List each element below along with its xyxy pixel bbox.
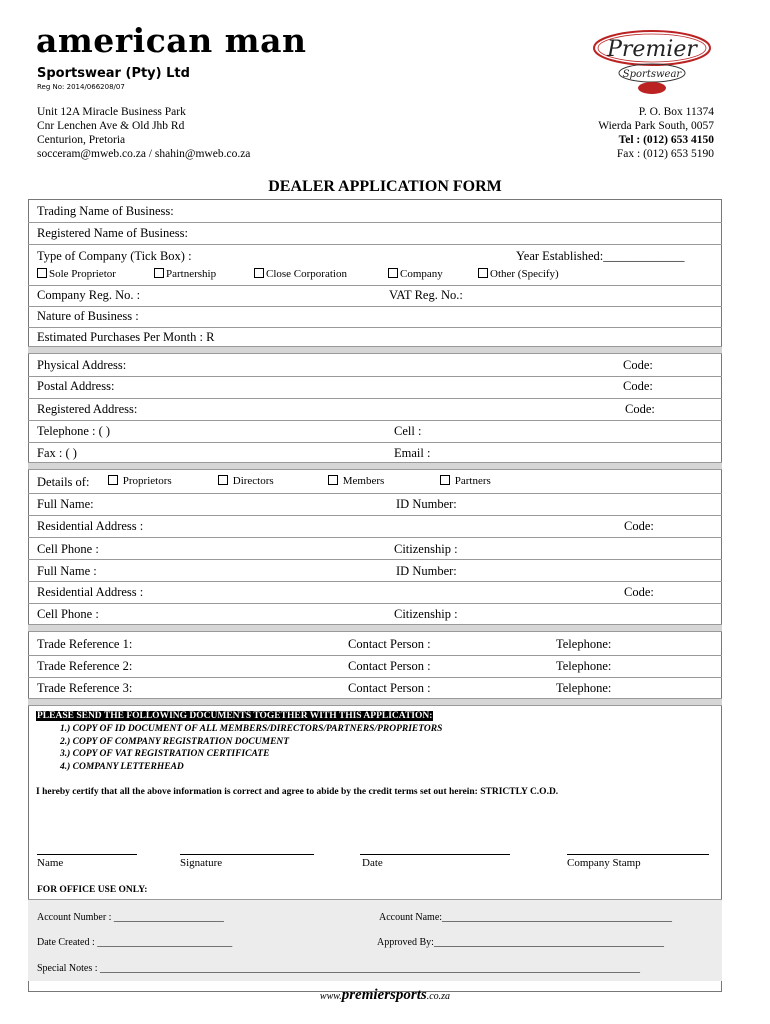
id-number-field-2[interactable]: ID Number: [396, 564, 457, 578]
contact-person-2[interactable]: Contact Person : [348, 659, 431, 673]
full-name-field[interactable]: Full Name: [37, 497, 94, 511]
checkbox-icon [108, 475, 118, 485]
date-signature-line[interactable] [360, 854, 510, 855]
checkbox-icon [218, 475, 228, 485]
telephone-number: Tel : (012) 653 4150 [618, 134, 714, 146]
name-signature-line[interactable] [37, 854, 137, 855]
company-brand: american man [36, 21, 307, 60]
signature-line[interactable] [180, 854, 314, 855]
company-type-label: Type of Company (Tick Box) : [37, 249, 192, 263]
logo-text: Premier [607, 37, 697, 62]
documents-list [60, 723, 442, 773]
email-line: socceram@mweb.co.za / shahin@mweb.co.za [37, 148, 251, 160]
date-label: Date [362, 857, 383, 869]
name-label: Name [37, 857, 64, 869]
physical-code-field[interactable]: Code: [623, 358, 653, 372]
company-stamp-label: Company Stamp [567, 857, 641, 869]
estimated-purchases-field[interactable]: Estimated Purchases Per Month : R [37, 330, 215, 344]
checkbox-proprietors[interactable]: Proprietors [108, 475, 172, 487]
logo-subtext: Sportswear [622, 69, 682, 80]
cell-field[interactable]: Cell : [394, 424, 422, 438]
premier-logo [590, 26, 714, 98]
special-notes-field[interactable]: Special Notes : ____________________________________________________________________________________________________________ [37, 963, 641, 974]
office-use-heading: FOR OFFICE USE ONLY: [37, 885, 148, 895]
po-area: Wierda Park South, 0057 [598, 120, 714, 132]
signature-label: Signature [180, 857, 223, 869]
website-footer[interactable]: www.premiersports.co.za [319, 987, 451, 1003]
physical-address-field[interactable]: Physical Address: [37, 358, 127, 372]
fax-field[interactable]: Fax : ( ) [37, 446, 77, 460]
contact-person-1[interactable]: Contact Person : [348, 637, 431, 651]
address-line: Unit 12A Miracle Business Park [37, 106, 186, 118]
checkbox-icon [37, 268, 47, 278]
cell-phone-field[interactable]: Cell Phone : [37, 542, 99, 556]
address-right [598, 105, 714, 161]
checkbox-icon [388, 268, 398, 278]
address-line: Centurion, Pretoria [37, 134, 126, 146]
residential-code-field[interactable]: Code: [624, 519, 654, 533]
account-name-field[interactable]: Account Name:______________________________________________ [379, 912, 673, 923]
contact-person-3[interactable]: Contact Person : [348, 681, 431, 695]
approved-by-field[interactable]: Approved By:______________________________________________ [377, 937, 664, 948]
document-item: 2.) COPY OF COMPANY REGISTRATION DOCUMENT [60, 736, 290, 747]
registration-number: Reg No: 2014/066208/07 [37, 83, 125, 91]
checkbox-other[interactable]: Other (Specify) [478, 268, 559, 280]
vat-reg-field[interactable]: VAT Reg. No.: [389, 288, 463, 302]
year-established-field[interactable]: Year Established:_____________ [516, 249, 685, 263]
trade-reference-1[interactable]: Trade Reference 1: [37, 637, 133, 651]
postal-code-field[interactable]: Code: [623, 379, 653, 393]
trade-reference-2[interactable]: Trade Reference 2: [37, 659, 133, 673]
residential-address-field[interactable]: Residential Address : [37, 519, 144, 533]
checkbox-partnership[interactable]: Partnership [154, 268, 216, 280]
checkbox-icon [254, 268, 264, 278]
checkbox-icon [440, 475, 450, 485]
telephone-field[interactable]: Telephone : ( ) [37, 424, 111, 438]
checkbox-company[interactable]: Company [388, 268, 443, 280]
account-number-field[interactable]: Account Number : ______________________ [37, 912, 224, 923]
checkbox-icon [328, 475, 338, 485]
stamp-signature-line[interactable] [567, 854, 709, 855]
document-item: 4.) COMPANY LETTERHEAD [60, 761, 184, 772]
cell-phone-field-2[interactable]: Cell Phone : [37, 607, 99, 621]
checkbox-partners[interactable]: Partners [440, 475, 491, 487]
residential-address-field-2[interactable]: Residential Address : [37, 585, 144, 599]
fax-number: Fax : (012) 653 5190 [616, 148, 714, 160]
documents-heading: PLEASE SEND THE FOLLOWING DOCUMENTS TOGETHER WITH THIS APPLICATION: [37, 711, 433, 721]
postal-address-field[interactable]: Postal Address: [37, 379, 115, 393]
checkbox-close-corporation[interactable]: Close Corporation [254, 268, 347, 280]
telephone-3[interactable]: Telephone: [556, 681, 612, 695]
trade-reference-3[interactable]: Trade Reference 3: [37, 681, 133, 695]
form-title: DEALER APPLICATION FORM [268, 178, 502, 195]
address-left [37, 105, 250, 161]
citizenship-field-2[interactable]: Citizenship : [394, 607, 458, 621]
document-item: 1.) COPY OF ID DOCUMENT OF ALL MEMBERS/DIRECTORS/PARTNERS/PROPRIETORS [60, 724, 443, 734]
checkbox-icon [478, 268, 488, 278]
checkbox-icon [154, 268, 164, 278]
date-created-field[interactable]: Date Created : ___________________________ [37, 937, 233, 948]
registered-address-field[interactable]: Registered Address: [37, 402, 138, 416]
trading-name-field[interactable]: Trading Name of Business: [37, 204, 174, 218]
document-item: 3.) COPY OF VAT REGISTRATION CERTIFICATE [60, 749, 270, 759]
registered-name-field[interactable]: Registered Name of Business: [37, 226, 189, 240]
email-field[interactable]: Email : [394, 446, 431, 460]
citizenship-field[interactable]: Citizenship : [394, 542, 458, 556]
checkbox-sole-proprietor[interactable]: Sole Proprietor [37, 268, 116, 280]
checkbox-directors[interactable]: Directors [218, 475, 274, 487]
telephone-1[interactable]: Telephone: [556, 637, 612, 651]
certification-statement: I hereby certify that all the above information is correct and agree to abide by the credit terms set out herein: STRICTLY C.O.D. [36, 787, 559, 797]
company-reg-field[interactable]: Company Reg. No. : [37, 288, 141, 302]
id-number-field[interactable]: ID Number: [396, 497, 457, 511]
company-subtitle: Sportswear (Pty) Ltd [37, 66, 190, 81]
details-of-label: Details of: [37, 475, 90, 489]
address-line: Cnr Lenchen Ave & Old Jhb Rd [37, 120, 185, 132]
full-name-field-2[interactable]: Full Name : [37, 564, 97, 578]
nature-of-business-field[interactable]: Nature of Business : [37, 309, 139, 323]
telephone-2[interactable]: Telephone: [556, 659, 612, 673]
checkbox-members[interactable]: Members [328, 475, 384, 487]
residential-code-field-2[interactable]: Code: [624, 585, 654, 599]
po-box: P. O. Box 11374 [638, 106, 714, 118]
registered-code-field[interactable]: Code: [625, 402, 655, 416]
